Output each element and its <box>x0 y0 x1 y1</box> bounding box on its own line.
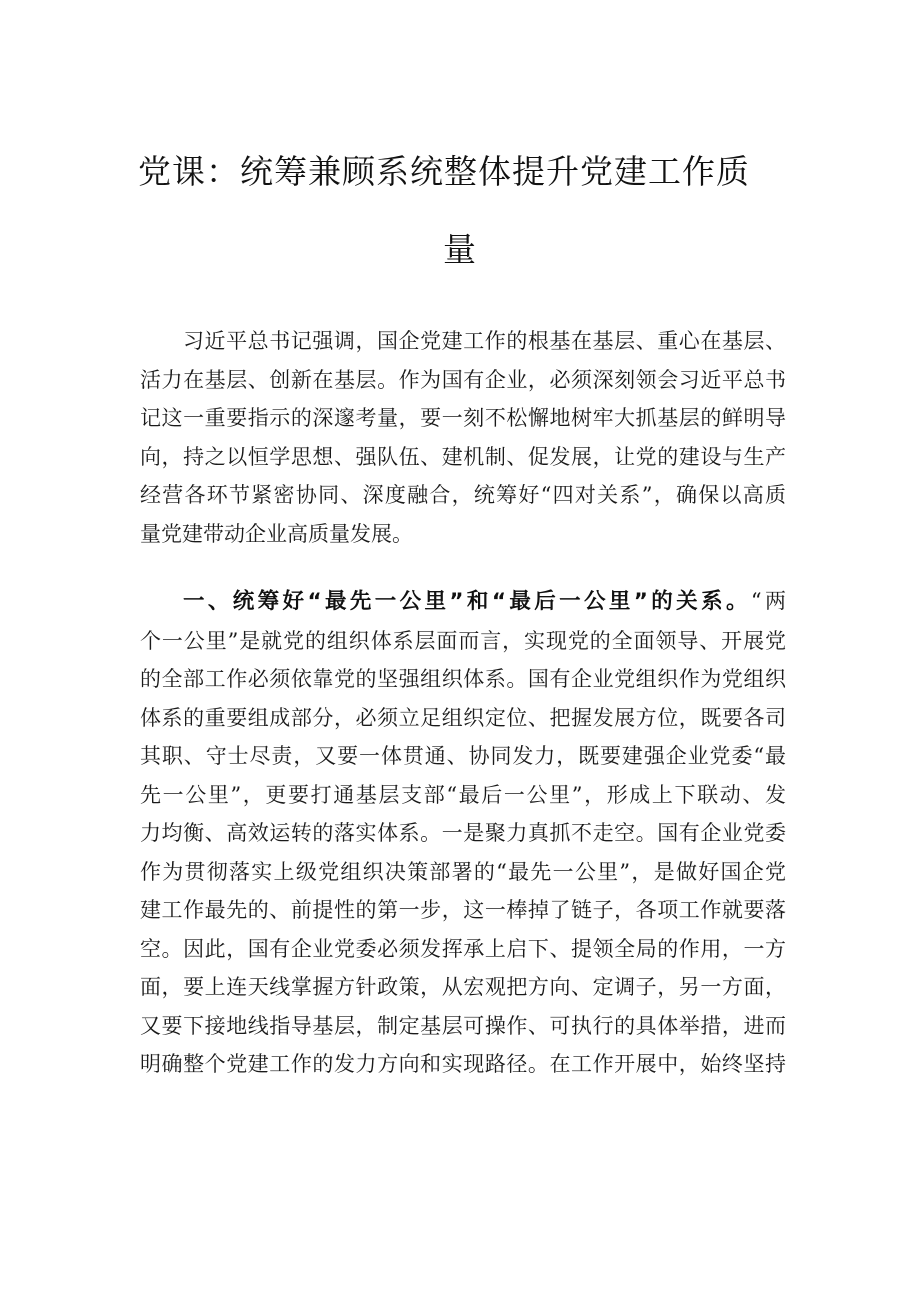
paragraph-line: 的全部工作必须依靠党的坚强组织体系。国有企业党组织作为党组织 <box>140 667 786 691</box>
paragraph-line: 先一公里”，更要打通基层支部“最后一公里”，形成上下联动、发 <box>140 782 786 807</box>
paragraph-line: 量党建带动企业高质量发展。 <box>140 521 413 546</box>
paragraph-line: 建工作最先的、前提性的第一步，这一棒掉了链子，各项工作就要落 <box>140 898 786 922</box>
paragraph-line: 记这一重要指示的深邃考量，要一刻不松懈地树牢大抓基层的鲜明导 <box>140 406 786 430</box>
paragraph-line: 其职、守士尽责，又要一体贯通、协同发力，既要建强企业党委“最 <box>140 744 786 768</box>
paragraph-line: 明确整个党建工作的发力方向和实现路径。在工作开展中，始终坚持 <box>140 1052 786 1076</box>
paragraph-line: 又要下接地线指导基层，制定基层可操作、可执行的具体举措，进而 <box>140 1013 786 1038</box>
paragraph-line: 活力在基层、创新在基层。作为国有企业，必须深刻领会习近平总书 <box>140 367 786 392</box>
paragraph-text-run: “两 <box>750 589 786 613</box>
paragraph-line: 个一公里”是就党的组织体系层面而言，实现党的全面领导、开展党 <box>140 628 786 653</box>
document-title-line-1: 党课：统筹兼顾系统整体提升党建工作质 <box>138 152 750 191</box>
section-heading: 一、统筹好“最先一公里”和“最后一公里”的关系。 <box>183 589 751 614</box>
paragraph-line: 力均衡、高效运转的落实体系。一是聚力真抓不走空。国有企业党委 <box>140 821 786 845</box>
paragraph-line: 向，持之以恒学思想、强队伍、建机制、促发展，让党的建设与生产 <box>140 444 786 469</box>
paragraph-intro <box>140 322 786 553</box>
paragraph-line: 经营各环节紧密协同、深度融合，统筹好“四对关系”，确保以高质 <box>140 483 786 507</box>
paragraph-line: 习近平总书记强调，国企党建工作的根基在基层、重心在基层、 <box>183 329 786 353</box>
document-title-line-2: 量 <box>443 230 477 269</box>
paragraph-line-heading <box>140 582 786 622</box>
paragraph-section-one <box>140 582 786 1084</box>
paragraph-line: 体系的重要组成部分，必须立足组织定位、把握发展方位，既要各司 <box>140 705 786 730</box>
paragraph-line: 作为贯彻落实上级党组织决策部署的“最先一公里”，是做好国企党 <box>140 859 786 884</box>
paragraph-line: 空。因此，国有企业党委必须发挥承上启下、提领全局的作用，一方 <box>140 936 786 961</box>
paragraph-line: 面，要上连天线掌握方针政策，从宏观把方向、定调子，另一方面， <box>140 975 786 999</box>
